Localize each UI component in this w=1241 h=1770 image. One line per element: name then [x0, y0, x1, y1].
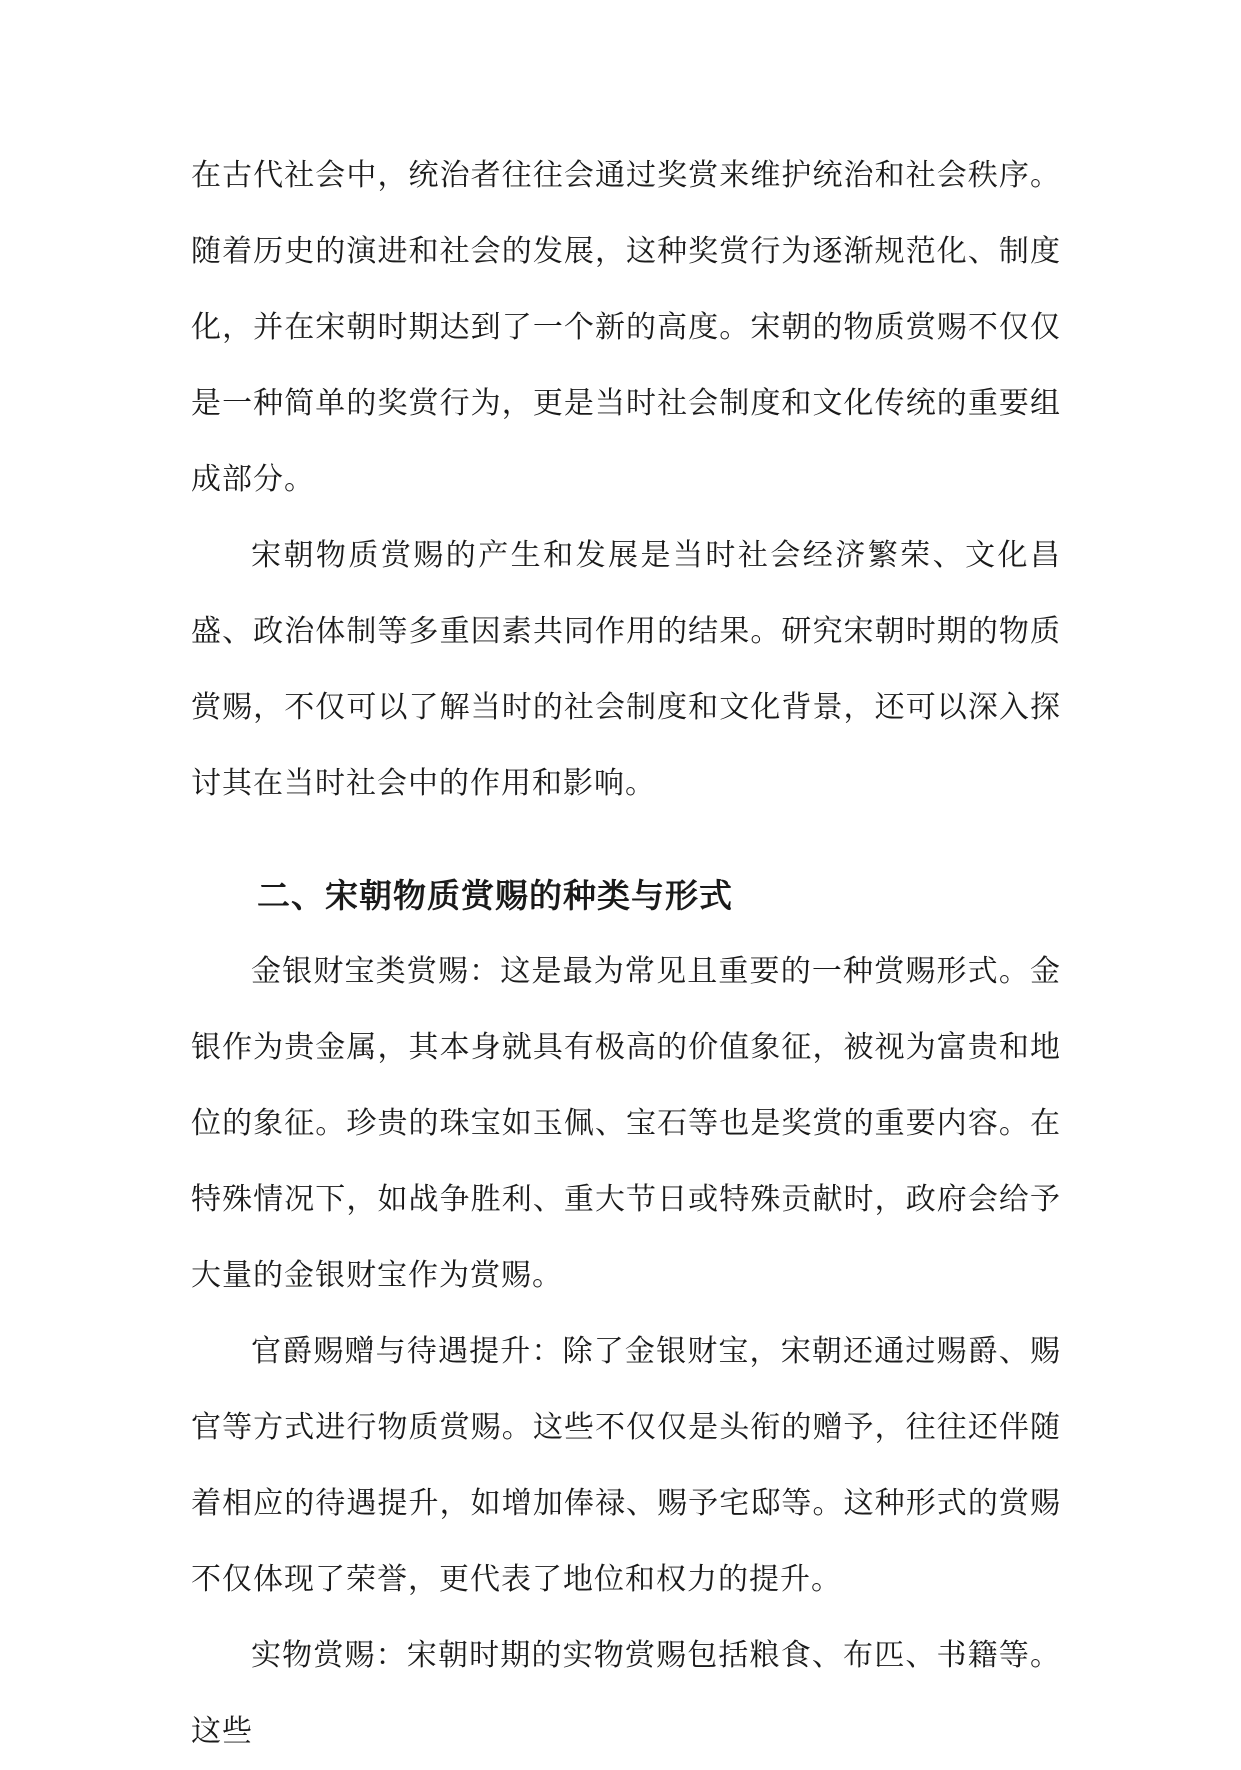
paragraph-intro: 在古代社会中，统治者往往会通过奖赏来维护统治和社会秩序。随着历史的演进和社会的发展，这种奖赏行为逐渐规范化、制度化，并在宋朝时期达到了一个新的高度。宋朝的物质赏赐不仅仅是一种简单的奖赏行为，更是当时社会制度和文化传统的重要组成部分。	[191, 158, 1061, 497]
paragraph-origin: 宋朝物质赏赐的产生和发展是当时社会经济繁荣、文化昌盛、政治体制等多重因素共同作用的结果。研究宋朝时期的物质赏赐，不仅可以了解当时的社会制度和文化背景，还可以深入探讨其在当时社会中的作用和影响。	[191, 538, 1061, 801]
paragraph-gold-silver: 金银财宝类赏赐：这是最为常见且重要的一种赏赐形式。金银作为贵金属，其本身就具有极高的价值象征，被视为富贵和地位的象征。珍贵的珠宝如玉佩、宝石等也是奖赏的重要内容。在特殊情况下，如战争胜利、重大节日或特殊贡献时，政府会给予大量的金银财宝作为赏赐。	[191, 954, 1061, 1293]
paragraph-titles-ranks: 官爵赐赠与待遇提升：除了金银财宝，宋朝还通过赐爵、赐官等方式进行物质赏赐。这些不仅仅是头衔的赠予，往往还伴随着相应的待遇提升，如增加俸禄、赐予宅邸等。这种形式的赏赐不仅体现了荣誉，更代表了地位和权力的提升。	[191, 1334, 1061, 1597]
section-heading: 二、宋朝物质赏赐的种类与形式	[257, 876, 733, 915]
document-page	[191, 138, 1061, 1770]
paragraph-goods: 实物赏赐：宋朝时期的实物赏赐包括粮食、布匹、书籍等。这些	[191, 1638, 1061, 1749]
